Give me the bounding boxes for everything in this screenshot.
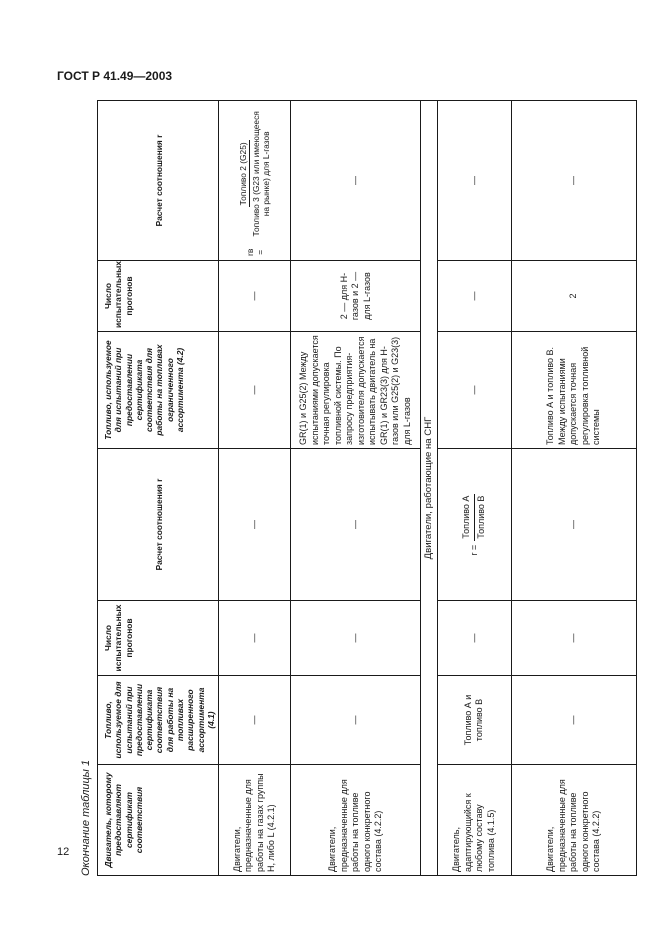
cell-calc-broad: — (219, 449, 291, 601)
cell-fuel-broad: — (219, 676, 291, 765)
cell-calc-broad: — (511, 449, 636, 601)
col-header-fuel-restricted: Топливо, используемое для испытаний при предоставлении сертификата соответствия для работы на топливах ограниченного ассортимента (4.2) (98, 332, 219, 449)
cell-fuel-broad: — (291, 676, 421, 765)
table-row (291, 101, 421, 876)
col-header-calc-broad: Расчет соотношения r (98, 449, 219, 601)
cell-calc-restricted: — (291, 101, 421, 261)
cell-fuel-restricted: — (219, 332, 291, 449)
section-title: Двигатели, работающие на СНГ (421, 101, 438, 876)
cell-fuel-broad: — (511, 676, 636, 765)
table-caption: Окончание таблицы 1 (80, 759, 92, 876)
cell-runs-restricted: — (219, 261, 291, 332)
cell-fuel-restricted: GR(1) и G25(2) Между испытаниями допускается точная регулировка топливной системы. По запросу предприятия-изготовителя допускается испытывать двигатель на GR(1) и GR23(3) для H-газов или G25(2) и G23(3) для L-газов (291, 332, 421, 449)
document-header: ГОСТ Р 41.49—2003 (57, 69, 173, 83)
cell-runs-broad: — (291, 601, 421, 676)
cell-calc-broad (437, 449, 511, 601)
cell-runs-restricted: 2 (511, 261, 636, 332)
rotated-table-container (77, 101, 606, 876)
cell-fuel-broad: Топливо А и топливо В (437, 676, 511, 765)
col-header-calc-restricted: Расчет соотношения r (98, 101, 219, 261)
row-engine-label: Двигатели, предназначенные для работы на газах группы H, либо L (4.2.1) (219, 765, 291, 876)
table-header-row (98, 101, 219, 876)
page-number: 12 (57, 846, 70, 858)
cell-fuel-restricted: Топливо А и топливо В. Между испытаниями допускается точная регулировка топливной системы (511, 332, 636, 449)
cell-runs-restricted: 2 — для H-газов и 2 — для L-газов (291, 261, 421, 332)
cell-calc-restricted: — (511, 101, 636, 261)
table-row (437, 101, 511, 876)
cell-runs-broad: — (511, 601, 636, 676)
row-engine-label: Двигатели, предназначенные для работы на топливе одного конкретного состава (4.2.2) (511, 765, 636, 876)
table-row (219, 101, 291, 876)
cell-runs-broad: — (437, 601, 511, 676)
row-engine-label: Двигатель, адаптирующийся к любому составу топлива (4.1.5) (437, 765, 511, 876)
cell-calc-restricted: — (437, 101, 511, 261)
cell-calc-broad: — (291, 449, 421, 601)
col-header-engine: Двигатель, которому предоставляют сертификат соответствия (98, 765, 219, 876)
cell-runs-restricted: — (437, 261, 511, 332)
col-header-runs-restricted: Число испытательных прогонов (98, 261, 219, 332)
row-engine-label: Двигатели, предназначенные для работы на топливе одного конкретного состава (4.2.2) (291, 765, 421, 876)
ratio-formula: rв = Топливо 2 (G25) Топливо 3 (G23 или имеющееся на рынке) для L-газов (238, 111, 272, 256)
table-row (511, 101, 636, 876)
col-header-runs-broad: Число испытательных прогонов (98, 601, 219, 676)
engine-fuel-table (97, 100, 637, 876)
cell-runs-broad: — (219, 601, 291, 676)
section-row (421, 101, 438, 876)
cell-calc-restricted (219, 101, 291, 261)
ratio-formula: r = Топливо А Топливо В (461, 495, 486, 556)
cell-fuel-restricted: — (437, 332, 511, 449)
col-header-fuel-broad: Топливо, используемое для испытаний при предоставлении сертификата соответствия для работы на топливах расширенного ассортимента (4.1) (98, 676, 219, 765)
